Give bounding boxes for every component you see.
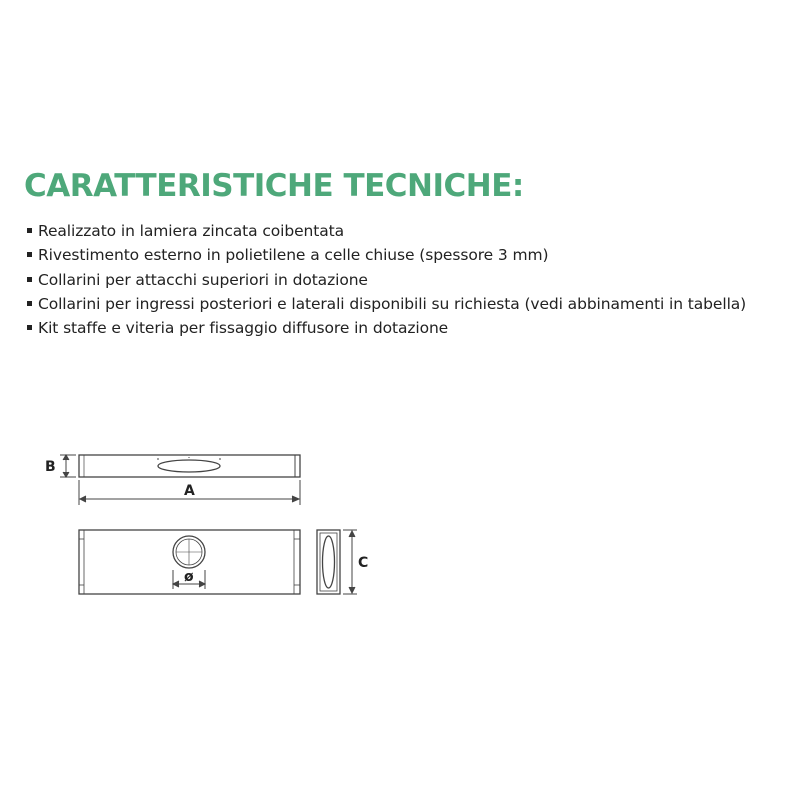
section-title: CARATTERISTICHE TECNICHE: — [24, 168, 524, 204]
label-c: C — [358, 555, 369, 571]
feature-text: Kit staffe e viteria per fissaggio diffusore in dotazione — [38, 319, 449, 338]
feature-text: Collarini per ingressi posteriori e laterali disponibili su richiesta (vedi abbinamenti in tabella) — [38, 294, 747, 313]
feature-text: Realizzato in lamiera zincata coibentata — [38, 222, 345, 240]
label-diameter: ø — [184, 569, 194, 585]
feature-text: Rivestimento esterno in polietilene a celle chiuse (spessore 3 mm) — [38, 246, 549, 265]
top-view-box — [79, 455, 300, 477]
side-view-box — [317, 530, 340, 594]
label-b: B — [45, 459, 56, 475]
dimension-c — [343, 530, 357, 594]
feature-text: Collarini per attacchi superiori in dotazione — [38, 270, 368, 289]
label-a: A — [184, 483, 195, 499]
dimension-b — [60, 455, 76, 477]
